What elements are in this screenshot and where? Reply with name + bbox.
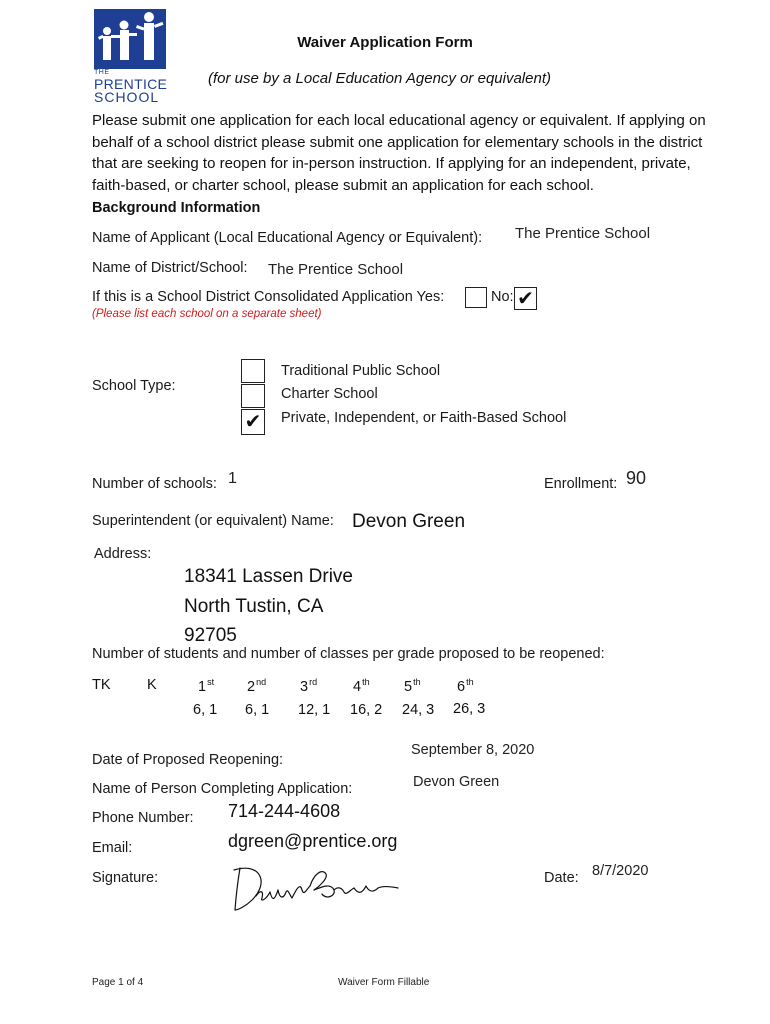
private-school-checkbox[interactable]: ✔ <box>241 409 265 435</box>
district-field[interactable]: The Prentice School <box>268 261 404 278</box>
applicant-label: Name of Applicant (Local Educational Agency or Equivalent): <box>92 230 483 246</box>
grades-label: Number of students and number of classes per grade proposed to be reopened: <box>92 646 605 662</box>
school-type-label: School Type: <box>92 378 176 394</box>
district-label: Name of District/School: <box>92 260 248 276</box>
grade-header-2: 2nd <box>247 677 267 695</box>
grade-header-k: K <box>147 677 157 693</box>
logo-text-the: THE <box>94 69 110 76</box>
email-field[interactable]: dgreen@prentice.org <box>228 831 398 851</box>
email-label: Email: <box>92 840 133 856</box>
charter-school-checkbox[interactable] <box>241 384 265 408</box>
superintendent-field[interactable]: Devon Green <box>352 511 466 532</box>
background-heading: Background Information <box>92 200 261 216</box>
school-logo <box>94 9 170 105</box>
traditional-public-label: Traditional Public School <box>281 363 441 379</box>
grade-value-1[interactable]: 6, 1 <box>193 702 218 718</box>
grade-value-5[interactable]: 24, 3 <box>402 702 435 718</box>
phone-field[interactable]: 714-244-4608 <box>228 801 341 821</box>
footer-page-number: Page 1 of 4 <box>92 977 144 988</box>
reopening-date-label: Date of Proposed Reopening: <box>92 752 284 768</box>
phone-label: Phone Number: <box>92 810 194 826</box>
enrollment-field[interactable]: 90 <box>626 468 647 488</box>
grade-value-6[interactable]: 26, 3 <box>453 701 486 717</box>
grade-header-1: 1st <box>198 677 215 695</box>
grade-value-2[interactable]: 6, 1 <box>245 702 270 718</box>
date-label: Date: <box>544 870 579 886</box>
applicant-field[interactable]: The Prentice School <box>515 225 651 242</box>
consolidated-label: If this is a School District Consolidated Application Yes: <box>92 289 445 305</box>
date-field[interactable]: 8/7/2020 <box>592 863 649 879</box>
person-label: Name of Person Completing Application: <box>92 781 353 797</box>
grade-value-4[interactable]: 16, 2 <box>350 702 383 718</box>
address-line3-field[interactable]: 92705 <box>184 625 237 646</box>
logo-text-prentice: PRENTICE <box>94 76 168 92</box>
address-line2-field[interactable]: North Tustin, CA <box>184 596 324 617</box>
consolidated-no-label: No: <box>491 289 514 305</box>
form-subtitle: (for use by a Local Education Agency or equivalent) <box>208 70 551 87</box>
enrollment-label: Enrollment: <box>544 476 618 492</box>
grade-header-tk: TK <box>92 677 111 693</box>
signature-field[interactable] <box>230 860 410 916</box>
grade-header-3: 3rd <box>300 677 318 695</box>
signature-label: Signature: <box>92 870 159 886</box>
address-line1-field[interactable]: 18341 Lassen Drive <box>184 566 353 587</box>
schools-count-field[interactable]: 1 <box>228 470 237 487</box>
grade-value-3[interactable]: 12, 1 <box>298 702 331 718</box>
intro-paragraph: Please submit one application for each local educational agency or equivalent. If applying on behalf of a school district please submit one application for elementary schools in the district that are seeking to reopen for in-person instruction. If applying for an independent, private, faith-based, or charter school, please submit an application for each school. <box>92 112 706 194</box>
schools-count-label: Number of schools: <box>92 476 217 492</box>
logo-text-school: SCHOOL <box>94 89 160 105</box>
consolidated-note: (Please list each school on a separate sheet) <box>92 308 322 320</box>
consolidated-yes-checkbox[interactable] <box>465 287 487 308</box>
grade-header-4: 4th <box>353 677 370 695</box>
superintendent-label: Superintendent (or equivalent) Name: <box>92 513 334 529</box>
consolidated-no-checkbox[interactable]: ✔ <box>514 287 537 310</box>
traditional-public-checkbox[interactable] <box>241 359 265 383</box>
handwritten-signature <box>230 860 410 916</box>
grade-header-6: 6th <box>457 677 474 695</box>
charter-school-label: Charter School <box>281 386 378 402</box>
form-title: Waiver Application Form <box>297 34 473 51</box>
private-school-label: Private, Independent, or Faith-Based School <box>281 410 567 426</box>
footer-form-name: Waiver Form Fillable <box>338 977 430 988</box>
grade-header-5: 5th <box>404 677 421 695</box>
address-label: Address: <box>94 546 152 562</box>
reopening-date-field[interactable]: September 8, 2020 <box>411 742 535 758</box>
person-field[interactable]: Devon Green <box>413 774 500 790</box>
